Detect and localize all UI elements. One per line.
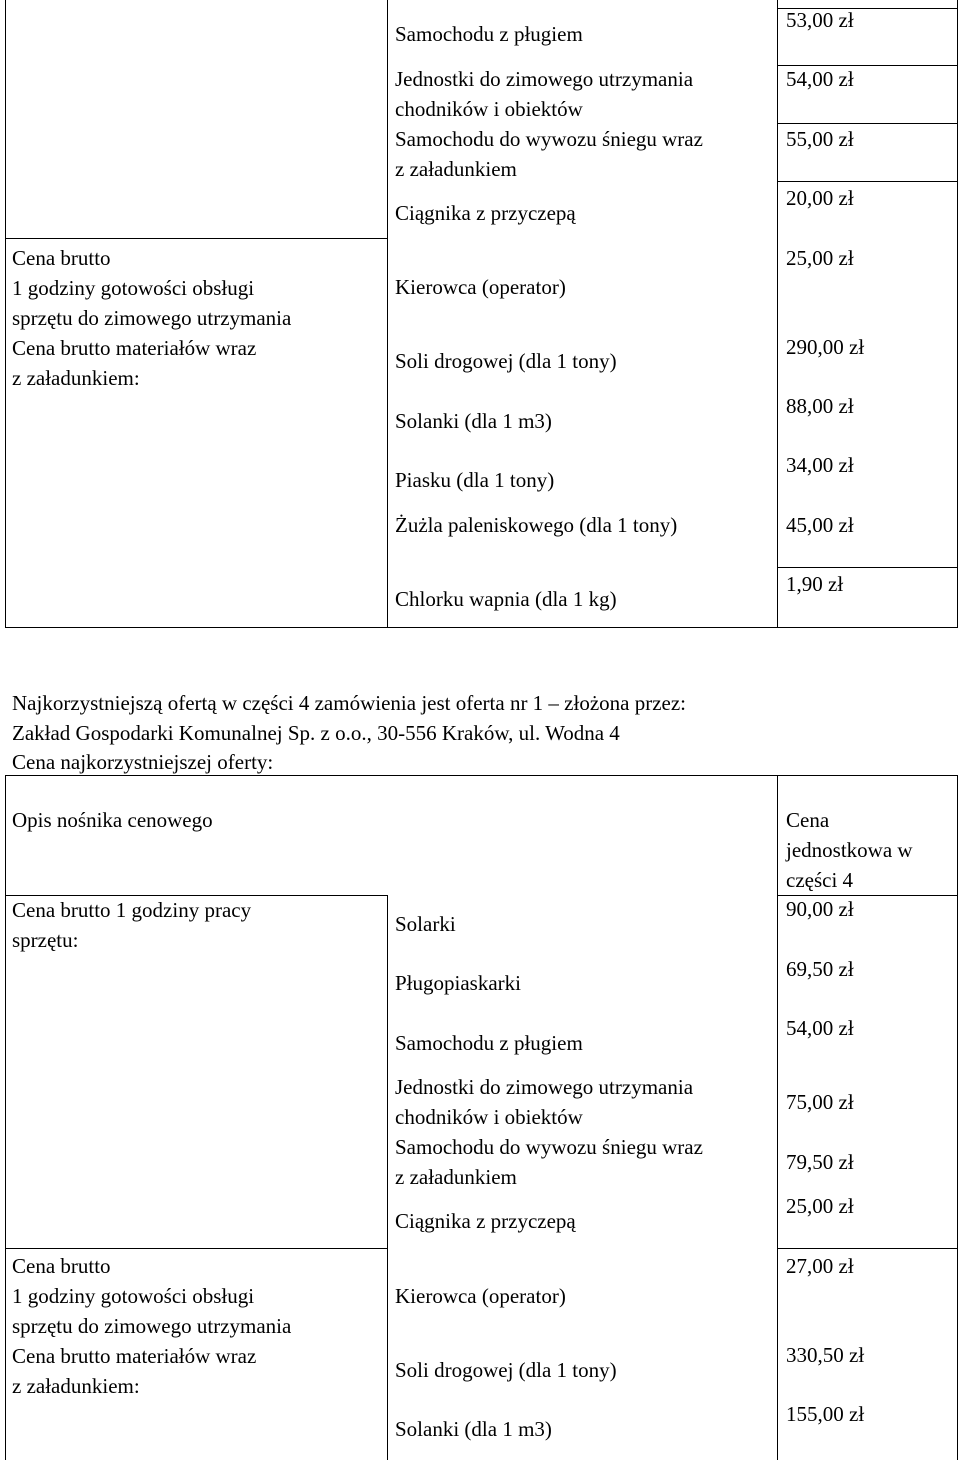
price-value: 20,00 zł bbox=[786, 186, 854, 210]
table-border bbox=[957, 0, 958, 628]
readiness-label: Cena brutto 1 godziny gotowości obsługi sprzętu do zimowego utrzymania Cena brutto materiałów wraz z załadunkiem: bbox=[12, 1254, 292, 1398]
table-border bbox=[777, 181, 958, 182]
price-value: 54,00 zł bbox=[786, 67, 854, 91]
price-value: 25,00 zł bbox=[786, 246, 854, 270]
item-label: Ciągnika z przyczepą bbox=[395, 1209, 576, 1233]
table-border bbox=[5, 775, 6, 1460]
price-value: 75,00 zł bbox=[786, 1090, 854, 1114]
table-border bbox=[777, 1248, 958, 1249]
price-value: 79,50 zł bbox=[786, 1150, 854, 1174]
item-label: Jednostki do zimowego utrzymania chodników i obiektów bbox=[395, 67, 694, 121]
item-label: Solanki (dla 1 m3) bbox=[395, 1417, 552, 1441]
item-label: Żużla paleniskowego (dla 1 tony) bbox=[395, 513, 678, 537]
price-value: 69,50 zł bbox=[786, 957, 854, 981]
price-value: 88,00 zł bbox=[786, 394, 854, 418]
price-value: 330,50 zł bbox=[786, 1343, 865, 1367]
work-hour-label: Cena brutto 1 godziny pracy sprzętu: bbox=[12, 898, 252, 952]
item-label: Samochodu z pługiem bbox=[395, 1031, 583, 1055]
item-label: Solarki bbox=[395, 912, 456, 936]
readiness-label: Cena brutto 1 godziny gotowości obsługi sprzętu do zimowego utrzymania Cena brutto materiałów wraz z załadunkiem: bbox=[12, 246, 292, 390]
item-label: Kierowca (operator) bbox=[395, 1284, 566, 1308]
price-value: 34,00 zł bbox=[786, 453, 854, 477]
price-value: 27,00 zł bbox=[786, 1254, 854, 1278]
price-value: 290,00 zł bbox=[786, 335, 865, 359]
item-label: Ciągnika z przyczepą bbox=[395, 201, 576, 225]
price-value: 55,00 zł bbox=[786, 127, 854, 151]
table-border bbox=[957, 775, 958, 1460]
item-label: Samochodu do wywozu śniegu wraz z załadunkiem bbox=[395, 1135, 703, 1189]
column-header-description: Opis nośnika cenowego bbox=[12, 808, 213, 832]
best-offer-sentence: Najkorzystniejszą ofertą w części 4 zamówienia jest oferta nr 1 – złożona przez: bbox=[12, 691, 687, 715]
table-border bbox=[387, 0, 388, 628]
item-label: Samochodu do wywozu śniegu wraz z załadunkiem bbox=[395, 127, 703, 181]
item-label: Jednostki do zimowego utrzymania chodników i obiektów bbox=[395, 1075, 694, 1129]
table-border bbox=[777, 0, 778, 628]
table-border bbox=[5, 238, 388, 239]
item-label: Solanki (dla 1 m3) bbox=[395, 409, 552, 433]
price-value: 54,00 zł bbox=[786, 1016, 854, 1040]
item-label: Soli drogowej (dla 1 tony) bbox=[395, 1358, 617, 1382]
item-label: Kierowca (operator) bbox=[395, 275, 566, 299]
price-value: 1,90 zł bbox=[786, 572, 844, 596]
table-border bbox=[5, 627, 958, 628]
item-label: Soli drogowej (dla 1 tony) bbox=[395, 349, 617, 373]
table-border bbox=[387, 895, 388, 1460]
best-offer-company: Zakład Gospodarki Komunalnej Sp. z o.o., 30-556 Kraków, ul. Wodna 4 bbox=[12, 721, 620, 745]
item-label: Pługopiaskarki bbox=[395, 971, 521, 995]
table-border bbox=[777, 567, 958, 568]
table-border bbox=[777, 775, 778, 1460]
item-label: Piasku (dla 1 tony) bbox=[395, 468, 555, 492]
table-border bbox=[5, 775, 958, 776]
price-value: 53,00 zł bbox=[786, 8, 854, 32]
best-offer-price-heading: Cena najkorzystniejszej oferty: bbox=[12, 750, 274, 774]
price-value: 25,00 zł bbox=[786, 1194, 854, 1218]
table-border bbox=[5, 1248, 388, 1249]
price-value: 155,00 zł bbox=[786, 1402, 865, 1426]
price-value: 90,00 zł bbox=[786, 897, 854, 921]
item-label: Chlorku wapnia (dla 1 kg) bbox=[395, 587, 617, 611]
column-header-unit-price: Cena jednostkowa w części 4 bbox=[786, 808, 913, 892]
item-label: Samochodu z pługiem bbox=[395, 22, 583, 46]
table-border bbox=[5, 0, 6, 628]
price-value: 45,00 zł bbox=[786, 513, 854, 537]
